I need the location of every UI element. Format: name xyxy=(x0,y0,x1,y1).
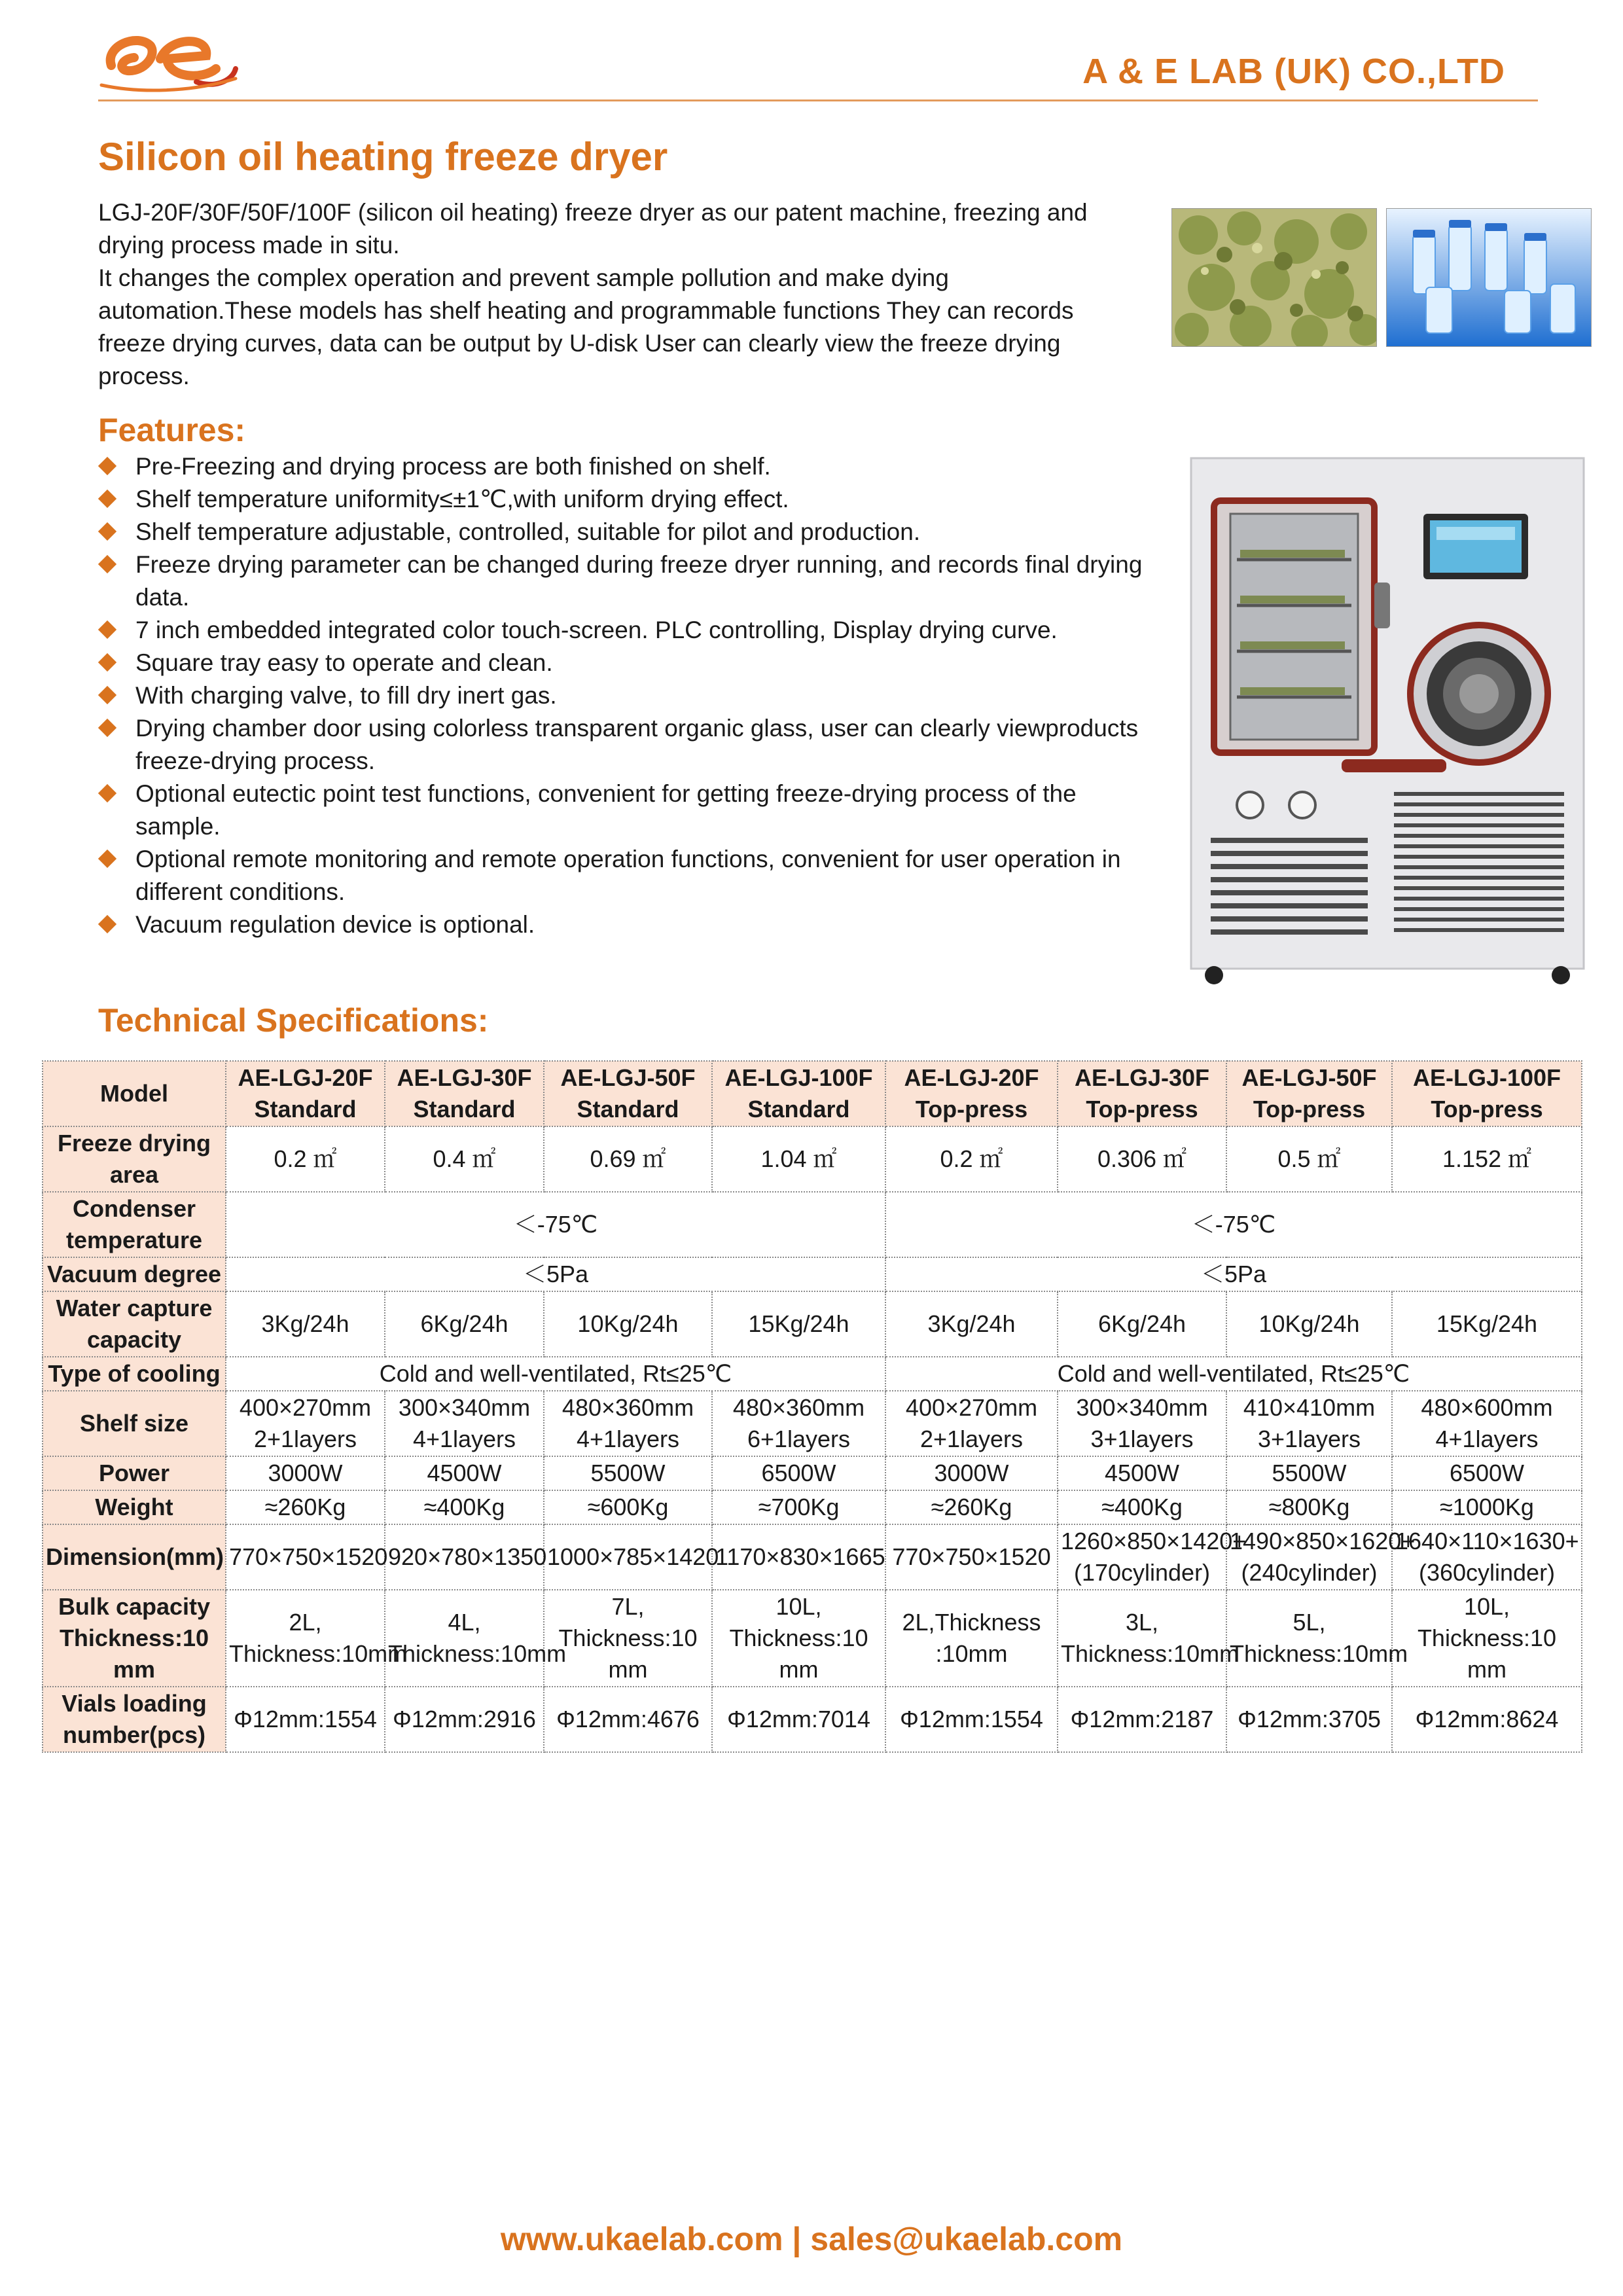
table-cell: 400×270mm 2+1layers xyxy=(226,1391,385,1456)
header-divider xyxy=(98,99,1538,101)
table-cell: 770×750×1520 xyxy=(226,1524,385,1590)
table-cell: ＜5Pa xyxy=(226,1257,885,1291)
table-cell: 480×600mm 4+1layers xyxy=(1392,1391,1582,1456)
table-row xyxy=(43,1590,1582,1687)
table-cell: 410×410mm 3+1layers xyxy=(1226,1391,1392,1456)
table-cell: 6500W xyxy=(1392,1456,1582,1490)
table-cell: 0.306 ㎡ xyxy=(1058,1126,1226,1192)
table-cell: 1490×850×1620+(240cylinder) xyxy=(1226,1524,1392,1590)
table-cell: 0.2 ㎡ xyxy=(885,1126,1058,1192)
table-cell: 3000W xyxy=(226,1456,385,1490)
intro-paragraph: LGJ-20F/30F/50F/100F (silicon oil heating) freeze dryer as our patent machine, freezing and drying process made in situ. xyxy=(98,199,1088,259)
dried-powder-photo xyxy=(1171,208,1377,347)
table-cell: 10L, Thickness:10 mm xyxy=(1392,1590,1582,1687)
table-cell: 10Kg/24h xyxy=(1226,1291,1392,1357)
table-cell: 4500W xyxy=(1058,1456,1226,1490)
table-cell: 480×360mm 4+1layers xyxy=(544,1391,712,1456)
table-cell: 2L,Thickness :10mm xyxy=(885,1590,1058,1687)
table-cell: 10L, Thickness:10 mm xyxy=(712,1590,885,1687)
table-cell: ≈260Kg xyxy=(226,1490,385,1524)
table-cell: 1260×850×1420+(170cylinder) xyxy=(1058,1524,1226,1590)
table-cell: 5500W xyxy=(1226,1456,1392,1490)
table-row xyxy=(43,1391,1582,1456)
table-cell: 1.04 ㎡ xyxy=(712,1126,885,1192)
row-header: Power xyxy=(43,1456,226,1490)
table-cell: ＜-75℃ xyxy=(885,1192,1582,1257)
feature-item: Shelf temperature uniformity≤±1℃,with uniform drying effect. xyxy=(98,483,1158,516)
table-row xyxy=(43,1456,1582,1490)
diamond-bullet-icon xyxy=(98,850,116,868)
diamond-bullet-icon xyxy=(98,686,116,704)
footer-contact[interactable]: www.ukaelab.com | sales@ukaelab.com xyxy=(500,2221,1123,2257)
table-cell: 770×750×1520 xyxy=(885,1524,1058,1590)
diamond-bullet-icon xyxy=(98,555,116,573)
feature-item: Optional remote monitoring and remote operation functions, convenient for user operation in different conditions. xyxy=(98,843,1158,908)
table-cell: 920×780×1350 xyxy=(385,1524,544,1590)
table-cell: Φ12mm:7014 xyxy=(712,1687,885,1752)
table-cell: Φ12mm:1554 xyxy=(226,1687,385,1752)
table-cell: 1170×830×1665 xyxy=(712,1524,885,1590)
table-cell: ≈1000Kg xyxy=(1392,1490,1582,1524)
specs-table xyxy=(42,1060,1582,1753)
table-row xyxy=(43,1257,1582,1291)
table-row xyxy=(43,1291,1582,1357)
feature-item: Freeze drying parameter can be changed during freeze dryer running, and records final drying data. xyxy=(98,548,1158,614)
row-header: Water capture capacity xyxy=(43,1291,226,1357)
diamond-bullet-icon xyxy=(98,784,116,802)
table-cell: Φ12mm:3705 xyxy=(1226,1687,1392,1752)
feature-item: Square tray easy to operate and clean. xyxy=(98,647,1158,679)
page-title: Silicon oil heating freeze dryer xyxy=(98,135,668,179)
table-cell: 0.69 ㎡ xyxy=(544,1126,712,1192)
table-cell: 0.4 ㎡ xyxy=(385,1126,544,1192)
table-cell: Cold and well-ventilated, Rt≤25℃ xyxy=(885,1357,1582,1391)
table-cell: 15Kg/24h xyxy=(712,1291,885,1357)
feature-item: Drying chamber door using colorless transparent organic glass, user can clearly viewproducts freeze-drying process. xyxy=(98,712,1158,778)
features-list xyxy=(98,450,1158,941)
diamond-bullet-icon xyxy=(98,620,116,639)
intro-text xyxy=(98,196,1145,393)
row-header: Freeze drying area xyxy=(43,1126,226,1192)
table-cell: 6Kg/24h xyxy=(385,1291,544,1357)
table-cell: 0.5 ㎡ xyxy=(1226,1126,1392,1192)
table-cell: 3Kg/24h xyxy=(885,1291,1058,1357)
table-cell: Φ12mm:2187 xyxy=(1058,1687,1226,1752)
table-cell: 5L, Thickness:10mm xyxy=(1226,1590,1392,1687)
table-cell: Cold and well-ventilated, Rt≤25℃ xyxy=(226,1357,885,1391)
feature-item: Vacuum regulation device is optional. xyxy=(98,908,1158,941)
table-cell: 400×270mm 2+1layers xyxy=(885,1391,1058,1456)
row-header: Weight xyxy=(43,1490,226,1524)
table-row xyxy=(43,1126,1582,1192)
specs-heading: Technical Specifications: xyxy=(98,1002,489,1039)
table-cell: Φ12mm:4676 xyxy=(544,1687,712,1752)
feature-item: Pre-Freezing and drying process are both finished on shelf. xyxy=(98,450,1158,483)
intro-paragraph: It changes the complex operation and prevent sample pollution and make dying automation.These models has shelf heating and programmable functions They can records freeze drying curves, data can be output by U-disk User can clearly view the freeze drying process. xyxy=(98,264,1074,389)
model-header: AE-LGJ-50F Standard xyxy=(544,1061,712,1126)
freeze-dryer-photo xyxy=(1178,452,1597,988)
table-cell: 6Kg/24h xyxy=(1058,1291,1226,1357)
table-cell: Φ12mm:8624 xyxy=(1392,1687,1582,1752)
table-cell: 15Kg/24h xyxy=(1392,1291,1582,1357)
model-header: AE-LGJ-100F Standard xyxy=(712,1061,885,1126)
table-cell: 480×360mm 6+1layers xyxy=(712,1391,885,1456)
table-cell: 6500W xyxy=(712,1456,885,1490)
table-cell: 3Kg/24h xyxy=(226,1291,385,1357)
feature-item: Shelf temperature adjustable, controlled, suitable for pilot and production. xyxy=(98,516,1158,548)
table-cell: 7L, Thickness:10 mm xyxy=(544,1590,712,1687)
table-cell: Φ12mm:2916 xyxy=(385,1687,544,1752)
table-cell: 3L, Thickness:10mm xyxy=(1058,1590,1226,1687)
feature-item: With charging valve, to fill dry inert gas. xyxy=(98,679,1158,712)
company-logo xyxy=(98,20,242,95)
table-cell: 4500W xyxy=(385,1456,544,1490)
table-cell: ≈260Kg xyxy=(885,1490,1058,1524)
table-cell: 300×340mm 3+1layers xyxy=(1058,1391,1226,1456)
row-header: Type of cooling xyxy=(43,1357,226,1391)
model-header: AE-LGJ-100F Top-press xyxy=(1392,1061,1582,1126)
table-cell: ≈400Kg xyxy=(1058,1490,1226,1524)
row-header: Shelf size xyxy=(43,1391,226,1456)
table-cell: ≈400Kg xyxy=(385,1490,544,1524)
table-cell: 0.2 ㎡ xyxy=(226,1126,385,1192)
feature-item: Optional eutectic point test functions, convenient for getting freeze-drying process of the sample. xyxy=(98,778,1158,843)
row-header: Vials loading number(pcs) xyxy=(43,1687,226,1752)
company-name: A & E LAB (UK) CO.,LTD xyxy=(1082,52,1505,91)
table-row xyxy=(43,1524,1582,1590)
table-cell: 3000W xyxy=(885,1456,1058,1490)
table-row xyxy=(43,1687,1582,1752)
diamond-bullet-icon xyxy=(98,719,116,737)
table-row xyxy=(43,1490,1582,1524)
diamond-bullet-icon xyxy=(98,915,116,933)
table-cell: Φ12mm:1554 xyxy=(885,1687,1058,1752)
table-row xyxy=(43,1192,1582,1257)
model-header: AE-LGJ-30F Top-press xyxy=(1058,1061,1226,1126)
table-row xyxy=(43,1357,1582,1391)
table-cell: 300×340mm 4+1layers xyxy=(385,1391,544,1456)
table-cell: ≈700Kg xyxy=(712,1490,885,1524)
model-header: AE-LGJ-30F Standard xyxy=(385,1061,544,1126)
diamond-bullet-icon xyxy=(98,457,116,475)
table-cell: 1640×110×1630+(360cylinder) xyxy=(1392,1524,1582,1590)
row-header: Dimension(mm) xyxy=(43,1524,226,1590)
diamond-bullet-icon xyxy=(98,490,116,508)
feature-item: 7 inch embedded integrated color touch-screen. PLC controlling, Display drying curve. xyxy=(98,614,1158,647)
table-cell: 10Kg/24h xyxy=(544,1291,712,1357)
diamond-bullet-icon xyxy=(98,522,116,541)
table-cell: 1000×785×1420 xyxy=(544,1524,712,1590)
row-header: Bulk capacity Thickness:10 mm xyxy=(43,1590,226,1687)
table-cell: 1.152 ㎡ xyxy=(1392,1126,1582,1192)
table-cell: 5500W xyxy=(544,1456,712,1490)
table-cell: 4L, Thickness:10mm xyxy=(385,1590,544,1687)
features-heading: Features: xyxy=(98,412,246,448)
model-header: AE-LGJ-20F Top-press xyxy=(885,1061,1058,1126)
row-header: Condenser temperature xyxy=(43,1192,226,1257)
table-cell: ＜-75℃ xyxy=(226,1192,885,1257)
diamond-bullet-icon xyxy=(98,653,116,672)
table-cell: 2L, Thickness:10mm xyxy=(226,1590,385,1687)
table-row xyxy=(43,1061,1582,1126)
row-header: Vacuum degree xyxy=(43,1257,226,1291)
row-header: Model xyxy=(43,1061,226,1126)
vials-photo xyxy=(1386,208,1592,347)
table-cell: ≈800Kg xyxy=(1226,1490,1392,1524)
model-header: AE-LGJ-20F Standard xyxy=(226,1061,385,1126)
model-header: AE-LGJ-50F Top-press xyxy=(1226,1061,1392,1126)
table-cell: ＜5Pa xyxy=(885,1257,1582,1291)
table-cell: ≈600Kg xyxy=(544,1490,712,1524)
